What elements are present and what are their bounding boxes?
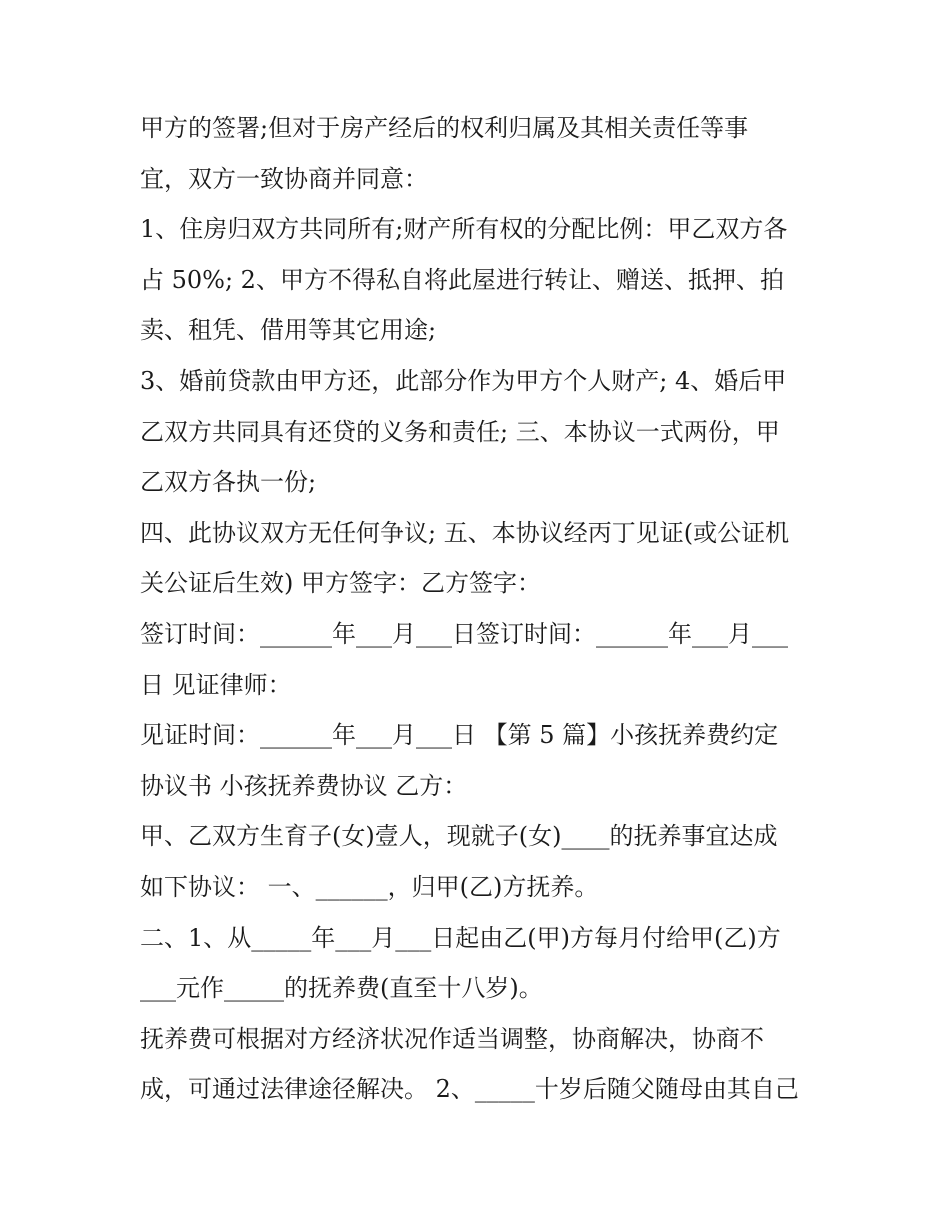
text-line: 如下协议： 一、______，归甲(乙)方抚养。	[140, 872, 599, 901]
text-line: 乙双方共同具有还贷的义务和责任; 三、本协议一式两份，甲	[140, 417, 780, 446]
text-line: 协议书 小孩抚养费协议 乙方：	[140, 771, 468, 800]
text-line: 占 50%; 2、甲方不得私自将此屋进行转让、赠送、抵押、拍	[140, 265, 784, 294]
text-line: 关公证后生效) 甲方签字：乙方签字：	[140, 569, 541, 598]
text-line: 日 见证律师：	[140, 670, 292, 699]
text-line: 甲、乙双方生育子(女)壹人，现就子(女)____的抚养事宜达成	[140, 822, 778, 851]
text-line: ___元作_____的抚养费(直至十八岁)。	[140, 974, 543, 1003]
text-line: 宜，双方一致协商并同意：	[140, 164, 428, 193]
agreement-text-body	[140, 103, 820, 1115]
text-line: 见证时间：______年___月___日 【第 5 篇】小孩抚养费约定	[140, 721, 779, 750]
text-line: 签订时间：______年___月___日签订时间：______年___月___	[140, 619, 788, 648]
text-line: 甲方的签署;但对于房产经后的权利归属及其相关责任等事	[140, 114, 749, 142]
text-line: 1、住房归双方共同所有;财产所有权的分配比例：甲乙双方各	[140, 215, 788, 244]
text-line: 二、1、从_____年___月___日起由乙(甲)方每月付给甲(乙)方	[140, 923, 781, 952]
text-line: 四、此协议双方无任何争议; 五、本协议经丙丁见证(或公证机	[140, 518, 790, 547]
text-line: 乙双方各执一份;	[140, 468, 317, 497]
text-line: 3、婚前贷款由甲方还，此部分作为甲方个人财产; 4、婚后甲	[140, 366, 787, 395]
text-line: 抚养费可根据对方经济状况作适当调整，协商解决，协商不	[140, 1024, 764, 1053]
text-line: 成，可通过法律途径解决。 2、_____十岁后随父随母由其自己	[140, 1075, 799, 1104]
text-line: 卖、租凭、借用等其它用途;	[140, 316, 437, 345]
